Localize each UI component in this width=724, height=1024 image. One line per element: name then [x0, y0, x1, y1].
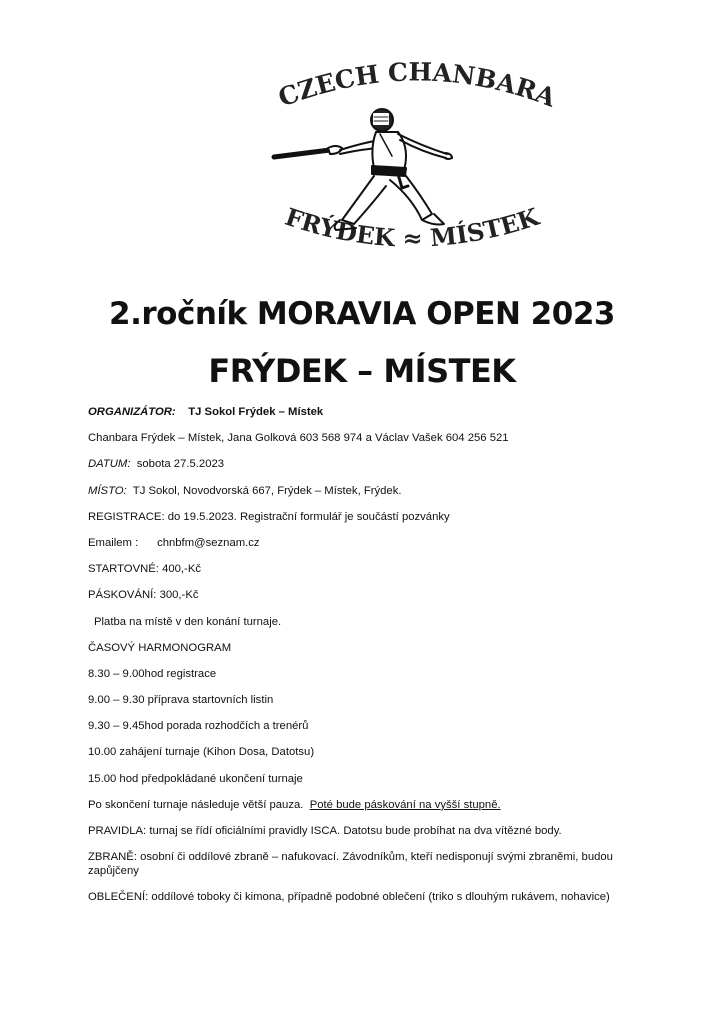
- schedule-item: 9.30 – 9.45hod porada rozhodčích a trenérů: [88, 720, 309, 733]
- schedule-item: 8.30 – 9.00hod registrace: [88, 667, 217, 680]
- organizer-label: ORGANIZÁTOR:: [88, 406, 176, 418]
- organizer-line: [88, 405, 648, 419]
- logo-top-text: CZECH CHANBARA: [274, 57, 560, 113]
- pause-line: [88, 798, 648, 812]
- event-info: [88, 405, 648, 917]
- start-fee-line: STARTOVNÉ: 400,-Kč: [88, 563, 202, 576]
- event-title: 2.ročník MORAVIA OPEN 2023: [109, 296, 615, 332]
- schedule-title: ČASOVÝ HARMONOGRAM: [88, 641, 232, 654]
- belt-exam-note: Poté bude páskování na vyšší stupně.: [309, 798, 501, 811]
- payment-line: Platba na místě v den konání turnaje.: [94, 615, 282, 628]
- rules-line: PRAVIDLA: turnaj se řídí oficiálními pravidly ISCA. Datotsu bude probíhat na dva vítězné body.: [88, 825, 562, 837]
- event-city: FRÝDEK – MÍSTEK: [208, 352, 516, 390]
- pause-text: Po skončení turnaje následuje větší pauza.: [88, 798, 304, 811]
- organizer-value: TJ Sokol Frýdek – Místek: [188, 406, 324, 418]
- svg-text:FRÝDEK ≈ MÍSTEK: [282, 201, 544, 252]
- weapons-line: ZBRANĚ: osobní či oddílové zbraně – nafukovací. Závodníkům, kteří nedisponují svými zbraněmi, budou zapůjčeny: [88, 851, 613, 878]
- email-label: Emailem :: [88, 536, 139, 549]
- email-link[interactable]: chnbfm@seznam.cz: [157, 536, 260, 549]
- registration-line: REGISTRACE: do 19.5.2023. Registrační formulář je součástí pozvánky: [88, 510, 450, 523]
- logo-bottom-text: FRÝDEK ≈ MÍSTEK: [281, 201, 543, 253]
- schedule-item: 15.00 hod předpokládané ukončení turnaje: [88, 772, 303, 785]
- schedule-item: 9.00 – 9.30 příprava startovních listin: [88, 694, 274, 707]
- place-label: MÍSTO:: [88, 484, 127, 497]
- place-line: [88, 484, 648, 498]
- schedule-item: 10.00 zahájení turnaje (Kihon Dosa, Datotsu): [88, 746, 315, 759]
- email-line: [88, 536, 648, 550]
- club-logo: [262, 48, 572, 280]
- contacts-line: Chanbara Frýdek – Místek, Jana Golková 603 568 974 a Václav Vašek 604 256 521: [88, 432, 509, 445]
- clothing-line: OBLEČENÍ: oddílové toboky či kimona, případně podobné oblečení (triko s dlouhým rukávem, nohavice): [88, 891, 610, 904]
- date-line: [88, 457, 648, 471]
- place-value: TJ Sokol, Novodvorská 667, Frýdek – Místek, Frýdek.: [132, 484, 402, 497]
- date-label: DATUM:: [88, 458, 131, 471]
- belt-fee-line: PÁSKOVÁNÍ: 300,-Kč: [88, 589, 199, 602]
- svg-text:CZECH CHANBARA: [275, 57, 561, 112]
- date-value: sobota 27.5.2023: [136, 458, 225, 471]
